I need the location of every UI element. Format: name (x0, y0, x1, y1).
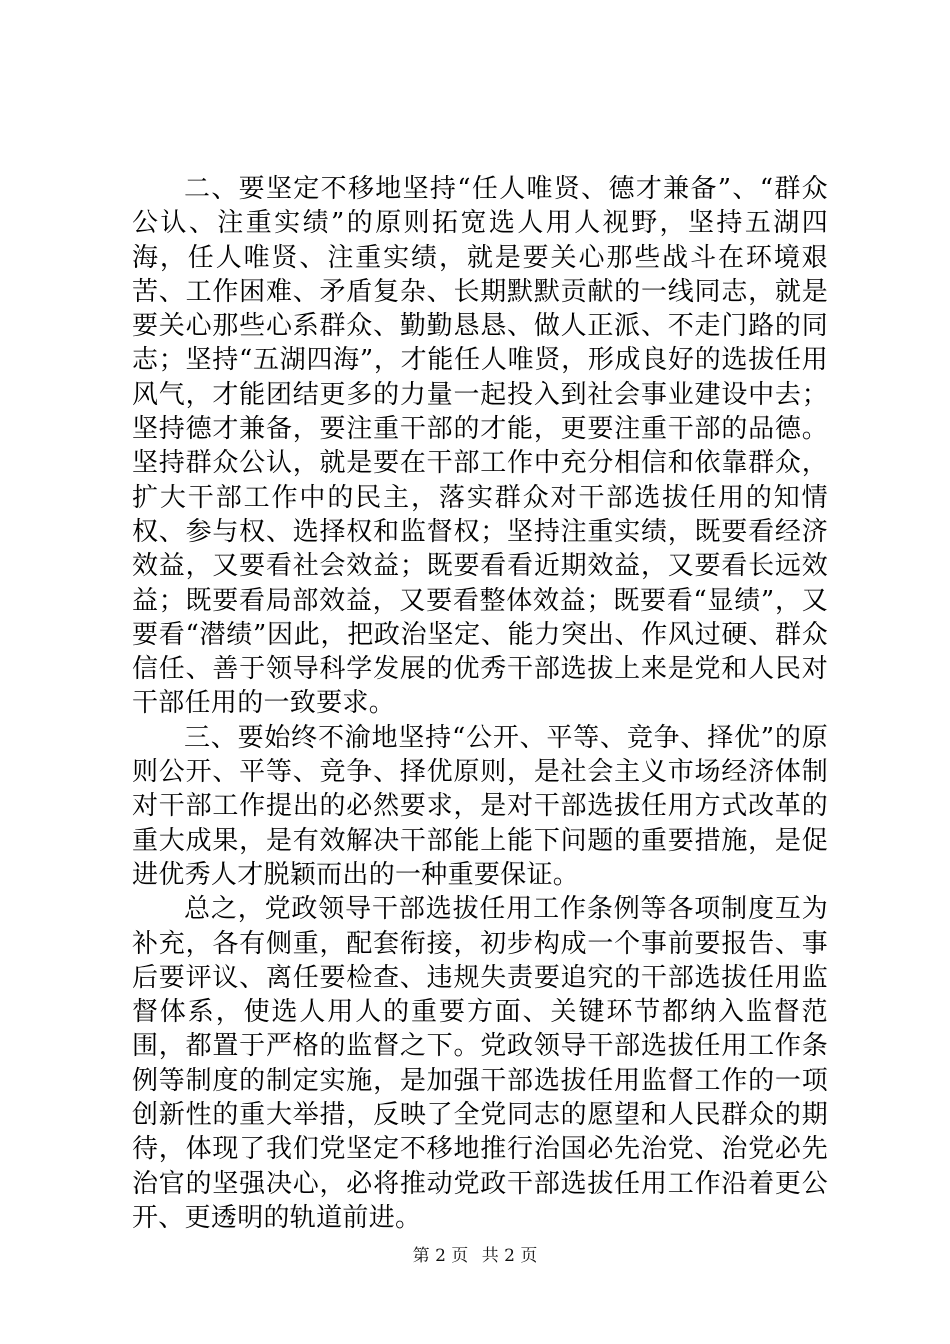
document-body (132, 172, 828, 1235)
paragraph-principle-openness: 三、要始终不渝地坚持“公开、平等、竞争、择优”的原则公开、平等、竞争、择优原则，是社会主义市场经济体制对干部工作提出的必然要求，是对干部选拔任用方式改革的重大成果，是有效解决干部能上能下问题的重要措施，是促进优秀人才脱颖而出的一种重要保证。 (132, 722, 828, 890)
paragraph-conclusion: 总之，党政领导干部选拔任用工作条例等各项制度互为补充，各有侧重，配套衔接，初步构成一个事前要报告、事后要评议、离任要检查、违规失责要追究的干部选拔任用监督体系，使选人用人的重要方面、关键环节都纳入监督范围，都置于严格的监督之下。党政领导干部选拔任用工作条例等制度的制定实施，是加强干部选拔任用监督工作的一项创新性的重大举措，反映了全党同志的愿望和人民群众的期待，体现了我们党坚定不移地推行治国必先治党、治党必先治官的坚强决心，必将推动党政干部选拔任用工作沿着更公开、更透明的轨道前进。 (132, 894, 828, 1233)
paragraph-principle-merit: 二、要坚定不移地坚持“任人唯贤、德才兼备”、“群众公认、注重实绩”的原则拓宽选人用人视野，坚持五湖四海，任人唯贤、注重实绩，就是要关心那些战斗在环境艰苦、工作困难、矛盾复杂、长期默默贡献的一线同志，就是要关心那些心系群众、勤勤恳恳、做人正派、不走门路的同志；坚持“五湖四海”，才能任人唯贤，形成良好的选拔任用风气，才能团结更多的力量一起投入到社会事业建设中去；坚持德才兼备，要注重干部的才能，更要注重干部的品德。坚持群众公认，就是要在干部工作中充分相信和依靠群众，扩大干部工作中的民主，落实群众对干部选拔任用的知情权、参与权、选择权和监督权；坚持注重实绩，既要看经济效益，又要看社会效益；既要看看近期效益，又要看长远效益；既要看局部效益，又要看整体效益；既要看“显绩”，又要看“潜绩”因此，把政治坚定、能力突出、作风过硬、群众信任、善于领导科学发展的优秀干部选拔上来是党和人民对干部任用的一致要求。 (132, 174, 828, 719)
page-number: 第 2 页 (412, 1246, 469, 1266)
page-footer (0, 1245, 950, 1267)
page-total: 共 2 页 (481, 1246, 538, 1266)
